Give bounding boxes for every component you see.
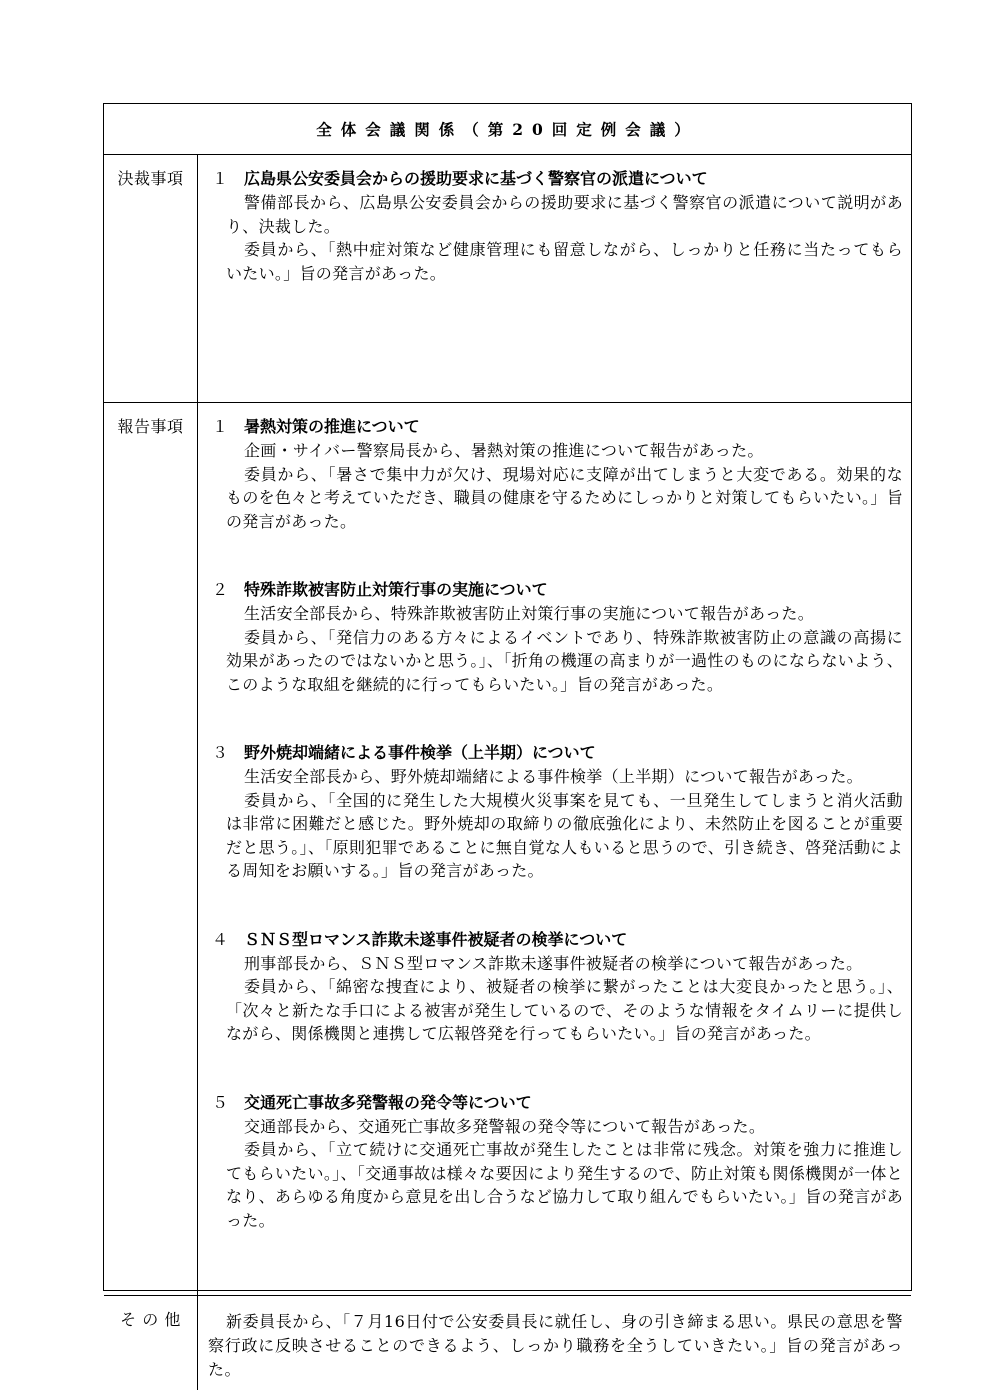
agenda-item <box>208 741 903 883</box>
sonota-text: 新委員長から、「７月16日付で公安委員長に就任し、身の引き締まる思い。県民の意思を警察行政に反映させることのできるよう、しっかり職務を全うしていきたい。」旨の発言があった。 <box>208 1312 903 1379</box>
section-content <box>198 155 911 402</box>
section-label: 報告事項 <box>104 403 198 1295</box>
item-number: １ <box>212 417 229 436</box>
item-paragraph: 委員から、「綿密な捜査により、被疑者の検挙に繋がったことは大変良かったと思う。」、「次々と新たな手口による被害が発生しているので、そのような情報をタイムリーに提供しながら、関係機関と連携して広報啓発を行ってもらいたい。」旨の発言があった。 <box>226 977 903 1043</box>
item-paragraph: 企画・サイバー警察局長から、暑熱対策の推進について報告があった。 <box>244 441 764 460</box>
item-paragraph: 刑事部長から、ＳＮＳ型ロマンス詐欺未遂事件被疑者の検挙について報告があった。 <box>244 953 863 973</box>
item-title: 特殊詐欺被害防止対策行事の実施について <box>244 580 548 599</box>
item-paragraph: 委員から、「発信力のある方々によるイベントであり、特殊詐欺被害防止の意識の高揚に効果があったのではないかと思う。」、「折角の機運の高まりが一過性のものにならないよう、このような取組を継続的に行ってもらいたい。」旨の発言があった。 <box>226 627 903 694</box>
section-label: そ の 他 <box>104 1296 198 1390</box>
section-kessai <box>104 155 911 403</box>
section-sonota <box>104 1296 911 1390</box>
item-heading <box>208 167 903 191</box>
item-title: ＳＮＳ型ロマンス詐欺未遂事件被疑者の検挙について <box>244 929 628 949</box>
agenda-item <box>208 928 903 1046</box>
item-paragraph: 生活安全部長から、特殊詐欺被害防止対策行事の実施について報告があった。 <box>244 604 815 623</box>
item-paragraph: 委員から、「暑さで集中力が欠け、現場対応に支障が出てしまうと大変である。効果的なものを色々と考えていただき、職員の健康を守るためにしっかりと対策してもらいたい。」旨の発言があった。 <box>226 464 903 531</box>
section-content <box>198 403 911 1295</box>
item-number: ２ <box>212 580 229 599</box>
minutes-table <box>103 103 912 1379</box>
item-heading <box>208 741 903 765</box>
item-heading <box>208 928 903 952</box>
item-heading <box>208 1091 903 1115</box>
section-houkoku <box>104 403 911 1296</box>
item-paragraph: 生活安全部長から、野外焼却端緒による事件検挙（上半期）について報告があった。 <box>244 767 863 786</box>
item-heading <box>208 415 903 439</box>
table-title: 全体会議関係（第20回定例会議） <box>104 104 911 155</box>
section-label: 決裁事項 <box>104 155 198 402</box>
agenda-item <box>208 167 903 285</box>
item-number: ５ <box>212 1092 229 1112</box>
item-number: ３ <box>212 743 229 762</box>
item-heading <box>208 578 903 602</box>
section-content <box>198 1296 911 1390</box>
item-paragraph: 委員から、「全国的に発生した大規模火災事案を見ても、一旦発生してしまうと消火活動は非常に困難だと感じた。野外焼却の取締りの徹底強化により、未然防止を図ることが重要だと思う。」、「原則犯罪であることに無自覚な人もいると思うので、引き続き、啓発活動による周知をお願いする。」旨の発言があった。 <box>226 790 903 880</box>
agenda-item <box>208 578 903 696</box>
item-title: 野外焼却端緒による事件検挙（上半期）について <box>244 743 596 762</box>
agenda-item <box>208 415 903 533</box>
item-title: 広島県公安委員会からの援助要求に基づく警察官の派遣について <box>244 169 708 188</box>
item-number: ４ <box>212 929 229 949</box>
item-paragraph: 交通部長から、交通死亡事故多発警報の発令等について報告があった。 <box>244 1116 766 1136</box>
agenda-item <box>208 1091 903 1233</box>
item-number: １ <box>212 169 229 188</box>
item-title: 交通死亡事故多発警報の発令等について <box>244 1092 532 1112</box>
item-paragraph: 委員から、「熱中症対策など健康管理にも留意しながら、しっかりと任務に当たってもらいたい。」旨の発言があった。 <box>226 240 903 283</box>
item-paragraph: 警備部長から、広島県公安委員会からの援助要求に基づく警察官の派遣について説明があり、決裁した。 <box>226 193 903 236</box>
item-title: 暑熱対策の推進について <box>244 417 420 436</box>
item-paragraph: 委員から、「立て続けに交通死亡事故が発生したことは非常に残念。対策を強力に推進してもらいたい。」、「交通事故は様々な要因により発生するので、防止対策も関係機関が一体となり、あらゆる角度から意見を出し合うなど協力して取り組んでもらいたい。」旨の発言があった。 <box>226 1140 903 1230</box>
